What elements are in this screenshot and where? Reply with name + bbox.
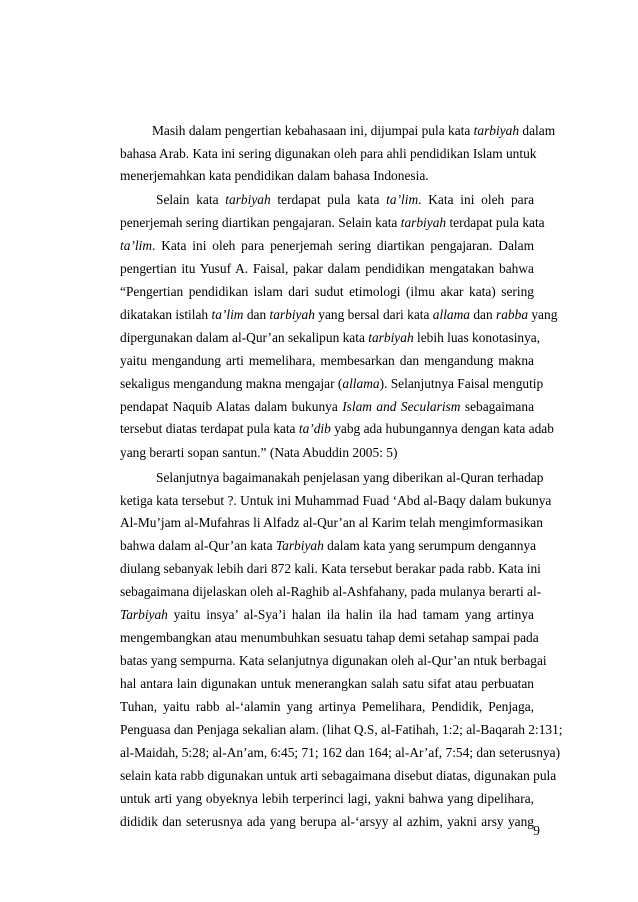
text-line	[152, 120, 556, 142]
text-run: Masih dalam pengertian kebahasaan ini, dijumpai pula kata	[152, 123, 474, 138]
text-line	[120, 512, 543, 534]
text-line	[120, 143, 537, 165]
text-line	[120, 373, 544, 395]
italic-term: tarbiyah	[225, 192, 271, 207]
text-run: untuk arti yang obyeknya lebih terperinci lagi, yakni bahwa yang dipelihara,	[120, 791, 534, 806]
text-run: “Pengertian pendidikan islam dari sudut etimologi (ilmu akar kata) sering	[120, 284, 534, 299]
text-run: pendapat Naquib Alatas dalam bukunya	[120, 399, 343, 414]
text-line	[120, 742, 561, 764]
text-run: bahasa Arab. Kata ini sering digunakan oleh para ahli pendidikan Islam untuk	[120, 146, 537, 161]
text-line	[120, 627, 539, 649]
text-line	[120, 558, 541, 580]
text-line	[120, 650, 547, 672]
text-run: selain kata rabb digunakan untuk arti sebagaimana disebut diatas, digunakan pula	[120, 768, 557, 783]
text-run: diulang sebanyak lebih dari 872 kali. Kata tersebut berakar pada rabb. Kata ini	[120, 561, 541, 576]
italic-term: ta’lim	[211, 307, 244, 322]
text-run: dipergunakan dalam al-Qur’an sekalipun kata	[120, 330, 369, 345]
italic-term: allama	[432, 307, 470, 322]
text-run: penerjemah sering diartikan pengajaran. Selain kata	[120, 215, 401, 230]
italic-term: tarbiyah	[400, 215, 447, 230]
text-line	[120, 696, 534, 718]
text-line	[120, 811, 534, 833]
text-line	[120, 604, 534, 626]
text-line	[120, 304, 558, 326]
text-line	[120, 788, 534, 810]
text-run: yang bersal dari kata	[314, 307, 433, 322]
italic-term: tarbiyah	[368, 330, 414, 345]
text-line	[120, 350, 534, 372]
text-line	[120, 673, 534, 695]
italic-term: allama	[342, 376, 380, 391]
text-line	[120, 581, 542, 603]
text-run: terdapat pula kata	[446, 215, 545, 230]
text-line	[120, 418, 554, 440]
text-run: pengertian itu Yusuf A. Faisal, pakar dalam pendidikan mengatakan bahwa	[120, 261, 534, 276]
text-run: ketiga kata tersebut ?. Untuk ini Muhammad Fuad ‘Abd al-Baqy dalam bukunya	[120, 493, 552, 508]
text-run: Al-Mu’jam al-Mufahras li Alfadz al-Qur’an al Karim telah mengimformasikan	[120, 515, 543, 530]
text-line	[120, 719, 563, 741]
italic-term: rabba	[496, 307, 529, 322]
text-line	[120, 235, 534, 257]
text-run: dikatakan istilah	[120, 307, 212, 322]
text-run: bahwa dalam al-Qur’an kata	[120, 538, 276, 553]
text-run: dalam kata yang serumpum dengannya	[323, 538, 537, 553]
text-run: mengembangkan atau menumbuhkan sesuatu tahap demi setahap sampai pada	[120, 630, 539, 645]
text-line	[120, 281, 534, 303]
text-run: dalam	[519, 123, 556, 138]
text-run: lebih luas konotasinya,	[413, 330, 541, 345]
text-line	[156, 189, 534, 211]
italic-term: ta’dib	[298, 421, 331, 436]
text-run: sebagaimana	[460, 399, 535, 414]
text-run: Penguasa dan Penjaga sekalian alam. (lihat Q.S, al-Fatihah, 1:2; al-Baqarah 2:131;	[120, 722, 563, 737]
text-line	[120, 442, 534, 464]
italic-term: ta’lim	[386, 192, 419, 207]
text-run: Tuhan, yaitu rabb al-‘alamin yang artinya Pemelihara, Pendidik, Penjaga,	[120, 699, 534, 714]
text-line	[120, 535, 537, 557]
italic-term: ta’lim	[120, 238, 152, 253]
text-line	[120, 490, 552, 512]
text-line	[120, 212, 545, 234]
text-run: batas yang sempurna. Kata selanjutnya digunakan oleh al-Qur’an ntuk berbagai	[120, 653, 547, 668]
text-run: yang	[528, 307, 558, 322]
text-line	[120, 327, 541, 349]
text-line	[156, 467, 544, 489]
text-run: sebagaimana dijelaskan oleh al-Raghib al-Ashfahany, pada mulanya berarti al-	[120, 584, 542, 599]
text-run: dididik dan seterusnya ada yang berupa al-‘arsyy al azhim, yakni arsy yang	[120, 814, 534, 829]
text-run: Selain kata	[156, 192, 226, 207]
text-run: . Kata ini oleh para penerjemah sering diartikan pengajaran. Dalam	[152, 238, 534, 253]
text-run: ). Selanjutnya Faisal mengutip	[379, 376, 544, 391]
text-run: terdapat pula kata	[270, 192, 387, 207]
italic-term: Islam and Secularism	[342, 399, 461, 414]
text-run: Selanjutnya bagaimanakah penjelasan yang diberikan al-Quran terhadap	[156, 470, 544, 485]
text-line	[120, 258, 534, 280]
italic-term: tarbiyah	[473, 123, 520, 138]
italic-term: Tarbiyah	[275, 538, 324, 553]
text-run: tersebut diatas terdapat pula kata	[120, 421, 299, 436]
text-run: hal antara lain digunakan untuk menerangkan salah satu sifat atau perbuatan	[120, 676, 534, 691]
text-run: dan	[243, 307, 270, 322]
text-run: yaitu mengandung arti memelihara, membesarkan dan mengandung makna	[120, 353, 534, 368]
text-run: dan	[469, 307, 497, 322]
text-line	[120, 396, 534, 418]
text-run: . Kata ini oleh para	[418, 192, 535, 207]
text-run: sekaligus mengandung makna mengajar (	[120, 376, 343, 391]
text-line	[120, 165, 534, 187]
text-run: menerjemahkan kata pendidikan dalam bahasa Indonesia.	[120, 168, 429, 183]
text-run: yang berarti sopan santun.” (Nata Abuddin 2005: 5)	[120, 445, 398, 460]
text-run: yabg ada hubungannya dengan kata adab	[330, 421, 554, 436]
text-run: yaitu insya’ al-Sya’i halan ila halin ila had tamam yang artinya	[167, 607, 534, 622]
italic-term: Tarbiyah	[120, 607, 168, 622]
page-number: 9	[533, 823, 540, 838]
text-run: al-Maidah, 5:28; al-An’am, 6:45; 71; 162 dan 164; al-Ar’af, 7:54; dan seterusnya)	[120, 745, 561, 760]
italic-term: tarbiyah	[269, 307, 315, 322]
text-line	[120, 765, 557, 787]
